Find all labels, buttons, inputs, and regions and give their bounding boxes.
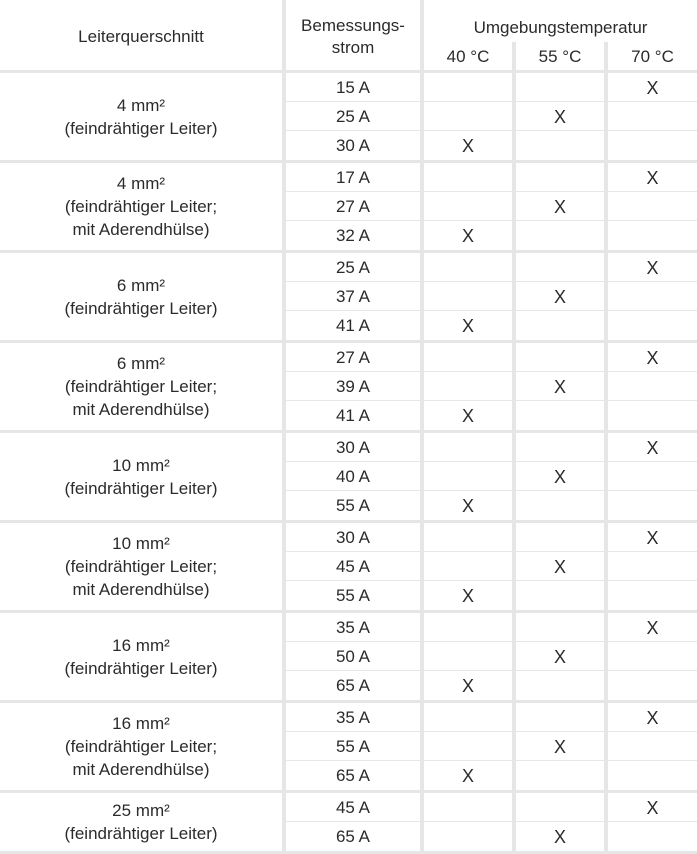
conductor-label-text bbox=[64, 454, 217, 500]
table-header bbox=[0, 0, 697, 73]
conductor-label bbox=[0, 703, 282, 790]
temperature-mark: X bbox=[553, 827, 566, 847]
column-separator bbox=[420, 0, 424, 854]
conductor-label bbox=[0, 73, 282, 160]
temperature-mark: X bbox=[553, 647, 566, 667]
conductor-label-line: mit Aderendhülse) bbox=[72, 760, 210, 779]
temperature-mark: X bbox=[646, 348, 659, 368]
rated-current-cell: 45 A bbox=[335, 797, 371, 817]
conductor-label-text bbox=[65, 352, 217, 421]
conductor-label bbox=[0, 613, 282, 700]
header-ambient-temperature: Umgebungstemperatur bbox=[473, 18, 648, 37]
rated-current-cell: 39 A bbox=[335, 376, 371, 396]
temperature-mark: X bbox=[553, 737, 566, 757]
temperature-mark: X bbox=[553, 197, 566, 217]
conductor-label-line: 25 mm² bbox=[112, 801, 170, 820]
rated-current-cell: 25 A bbox=[335, 257, 371, 277]
header-rated-current-line2: strom bbox=[331, 37, 375, 57]
conductor-label-line: 6 mm² bbox=[116, 354, 166, 373]
conductor-label-line: 6 mm² bbox=[116, 275, 166, 295]
conductor-label-text bbox=[65, 172, 217, 241]
rated-current-cell: 37 A bbox=[335, 286, 371, 306]
header-conductor-cross-section bbox=[0, 0, 282, 73]
conductor-label bbox=[0, 793, 282, 851]
rated-current-cell: 35 A bbox=[335, 617, 371, 637]
rated-current-cell: 32 A bbox=[335, 225, 371, 245]
rated-current-cell: 15 A bbox=[335, 77, 371, 97]
conductor-label bbox=[0, 343, 282, 430]
rated-current-cell: 65 A bbox=[335, 826, 371, 846]
rated-current-cell: 65 A bbox=[335, 675, 371, 695]
conductor-label-line: mit Aderendhülse) bbox=[72, 220, 210, 239]
column-separator bbox=[512, 42, 516, 854]
temperature-mark: X bbox=[553, 107, 566, 127]
rated-current-cell: 45 A bbox=[335, 556, 371, 576]
conductor-label-line: 10 mm² bbox=[112, 534, 170, 553]
conductor-label-line: 16 mm² bbox=[112, 714, 170, 733]
rated-current-cell: 30 A bbox=[335, 437, 371, 457]
temperature-mark: X bbox=[461, 586, 474, 606]
temperature-mark: X bbox=[461, 226, 474, 246]
conductor-label-line: (feindrähtiger Leiter; bbox=[64, 557, 218, 576]
conductor-label bbox=[0, 433, 282, 520]
rated-current-cell: 65 A bbox=[335, 765, 371, 785]
temperature-mark: X bbox=[646, 618, 659, 638]
temperature-mark: X bbox=[553, 287, 566, 307]
conductor-label-line: (feindrähtiger Leiter; bbox=[64, 377, 218, 396]
rated-current-cell: 27 A bbox=[335, 196, 371, 216]
rated-current-cell: 55 A bbox=[335, 495, 371, 515]
conductor-label-line: (feindrähtiger Leiter) bbox=[64, 824, 218, 843]
conductor-label-line: (feindrähtiger Leiter) bbox=[64, 298, 218, 318]
temperature-mark: X bbox=[646, 528, 659, 548]
temperature-mark: X bbox=[646, 438, 659, 458]
temperature-mark: X bbox=[646, 798, 659, 818]
temperature-mark: X bbox=[461, 316, 474, 336]
conductor-label bbox=[0, 163, 282, 250]
rated-current-cell: 35 A bbox=[335, 707, 371, 727]
temperature-mark: X bbox=[646, 258, 659, 278]
conductor-label-line: mit Aderendhülse) bbox=[72, 580, 210, 599]
conductor-label-line: 10 mm² bbox=[112, 455, 170, 475]
conductor-label bbox=[0, 523, 282, 610]
header-temp-70: 70 °C bbox=[631, 47, 674, 66]
header-rated-current-line1: Bemessungs- bbox=[301, 15, 405, 35]
header-conductor-cross-section-label: Leiterquerschnitt bbox=[78, 26, 204, 46]
conductor-label-text bbox=[65, 712, 217, 781]
conductor-label-text bbox=[64, 634, 217, 680]
conductor-label-line: mit Aderendhülse) bbox=[72, 400, 210, 419]
conductor-label-line: (feindrähtiger Leiter) bbox=[64, 658, 218, 678]
conductor-label-line: (feindrähtiger Leiter) bbox=[64, 478, 218, 498]
temperature-mark: X bbox=[646, 78, 659, 98]
conductor-label-text bbox=[64, 94, 217, 140]
temperature-mark: X bbox=[461, 496, 474, 516]
rated-current-cell: 30 A bbox=[335, 527, 371, 547]
header-rated-current bbox=[286, 0, 420, 73]
conductor-label-text bbox=[65, 532, 217, 601]
conductor-label bbox=[0, 253, 282, 340]
temperature-mark: X bbox=[646, 708, 659, 728]
rated-current-cell: 17 A bbox=[335, 167, 371, 187]
rated-current-cell: 55 A bbox=[335, 736, 371, 756]
temperature-mark: X bbox=[553, 467, 566, 487]
column-separator bbox=[604, 42, 608, 854]
conductor-label-line: 4 mm² bbox=[116, 174, 166, 193]
conductor-label-text bbox=[64, 799, 217, 845]
rated-current-cell: 50 A bbox=[335, 646, 371, 666]
temperature-mark: X bbox=[553, 377, 566, 397]
conductor-label-line: (feindrähtiger Leiter; bbox=[64, 737, 218, 756]
header-temp-40: 40 °C bbox=[446, 47, 490, 66]
temperature-mark: X bbox=[461, 766, 474, 786]
rated-current-cell: 41 A bbox=[335, 315, 371, 335]
rated-current-cell: 25 A bbox=[335, 106, 371, 126]
column-separator bbox=[282, 0, 286, 854]
temperature-mark: X bbox=[553, 557, 566, 577]
rated-current-cell: 27 A bbox=[335, 347, 371, 367]
conductor-label-line: (feindrähtiger Leiter) bbox=[64, 118, 218, 138]
temperature-mark: X bbox=[461, 406, 474, 426]
conductor-label-line: 16 mm² bbox=[112, 635, 170, 655]
rated-current-cell: 40 A bbox=[335, 466, 371, 486]
conductor-label-line: 4 mm² bbox=[116, 95, 166, 115]
temperature-mark: X bbox=[646, 168, 659, 188]
conductor-label-text bbox=[64, 274, 217, 320]
rated-current-cell: 41 A bbox=[335, 405, 371, 425]
conductor-label-line: (feindrähtiger Leiter; bbox=[64, 197, 218, 216]
header-temp-55: 55 °C bbox=[538, 47, 582, 66]
temperature-mark: X bbox=[461, 136, 474, 156]
rated-current-cell: 55 A bbox=[335, 585, 371, 605]
temperature-mark: X bbox=[461, 676, 474, 696]
rated-current-cell: 30 A bbox=[335, 135, 371, 155]
